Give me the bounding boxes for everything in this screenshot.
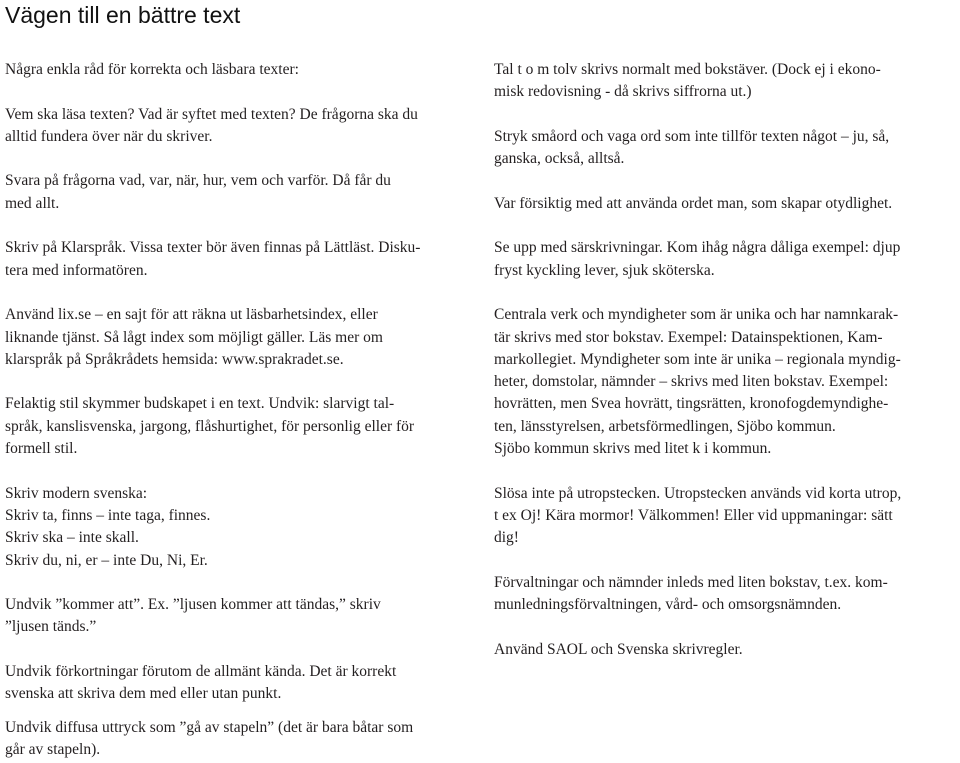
text-line: Var försiktig med att använda ordet man, som skapar otydlighet.	[494, 194, 893, 212]
page-title: Vägen till en bättre text	[5, 2, 241, 28]
paragraph	[5, 661, 475, 706]
paragraph	[5, 483, 475, 572]
paragraph	[5, 717, 475, 762]
text-line: Se upp med särskrivningar. Kom ihåg några dåliga exempel: djup	[494, 239, 901, 257]
paragraph	[494, 237, 956, 282]
text-line: formell stil.	[5, 440, 78, 458]
text-line: dig!	[494, 529, 519, 547]
paragraph	[5, 104, 475, 149]
paragraph	[494, 304, 956, 460]
text-line: Slösa inte på utropstecken. Utropstecken används vid korta utrop,	[494, 484, 902, 502]
text-line: Undvik förkortningar förutom de allmänt kända. Det är korrekt	[5, 663, 397, 681]
text-line: språk, kanslisvenska, jargong, flåshurtighet, för personlig eller för	[5, 417, 415, 435]
text-line: Centrala verk och myndigheter som är unika och har namnkarak-	[494, 306, 899, 324]
text-line: klarspråk på Språkrådets hemsida: www.sprakradet.se.	[5, 350, 344, 368]
text-line: Använd lix.se – en sajt för att räkna ut läsbarhetsindex, eller	[5, 306, 378, 324]
text-line: ganska, också, alltså.	[494, 150, 625, 168]
text-line: Skriv modern svenska:	[5, 484, 148, 502]
text-line: med allt.	[5, 194, 60, 212]
text-line: liknande tjänst. Så lågt index som möjligt gäller. Läs mer om	[5, 328, 383, 346]
text-line: tär skrivs med stor bokstav. Exempel: Datainspektionen, Kam-	[494, 328, 883, 346]
text-line: Tal t o m tolv skrivs normalt med bokstäver. (Dock ej i ekono-	[494, 61, 881, 78]
text-line: heter, domstolar, nämnder – skrivs med liten bokstav. Exempel:	[494, 373, 889, 391]
text-line: misk redovisning - då skrivs siffrorna ut.)	[494, 83, 752, 101]
text-line: ”ljusen tänds.”	[5, 618, 97, 636]
text-line: Undvik diffusa uttryck som ”gå av stapeln” (det är bara båtar som	[5, 719, 414, 736]
paragraph	[5, 59, 475, 81]
paragraph	[5, 237, 475, 282]
text-line: Skriv ta, finns – inte taga, finnes.	[5, 506, 211, 524]
text-line: Vem ska läsa texten? Vad är syftet med texten? De frågorna ska du	[5, 105, 418, 123]
paragraph	[494, 639, 956, 661]
right-column	[494, 59, 956, 683]
text-line: Stryk småord och vaga ord som inte tillför texten något – ju, så,	[494, 127, 890, 145]
text-line: hovrätten, men Svea hovrätt, tingsrätten, kronofogdemyndighe-	[494, 395, 889, 413]
text-line: ten, länsstyrelsen, arbetsförmedlingen, Sjöbo kommun.	[494, 417, 836, 435]
text-line: Svara på frågorna vad, var, när, hur, vem och varför. Då får du	[5, 172, 391, 190]
text-line: tera med informatören.	[5, 261, 148, 279]
paragraph	[5, 170, 475, 215]
text-line: markollegiet. Myndigheter som inte är unika – regionala myndig-	[494, 350, 901, 368]
text-line: fryst kyckling lever, sjuk sköterska.	[494, 261, 715, 279]
text-line: Sjöbo kommun skrivs med litet k i kommun.	[494, 440, 772, 458]
paragraph	[5, 393, 475, 460]
paragraph	[494, 193, 956, 215]
paragraph	[494, 59, 956, 104]
text-line: Skriv du, ni, er – inte Du, Ni, Er.	[5, 551, 208, 569]
text-line: alltid fundera över när du skriver.	[5, 127, 213, 145]
left-column	[5, 59, 475, 728]
paragraph	[494, 572, 956, 617]
text-line: t ex Oj! Kära mormor! Välkommen! Eller vid uppmaningar: sätt	[494, 506, 893, 524]
text-line: Använd SAOL och Svenska skrivregler.	[494, 640, 743, 658]
text-line: Undvik ”kommer att”. Ex. ”ljusen kommer att tändas,” skriv	[5, 596, 381, 614]
text-line: Felaktig stil skymmer budskapet i en text. Undvik: slarvigt tal-	[5, 395, 395, 413]
text-line: svenska att skriva dem med eller utan punkt.	[5, 685, 282, 703]
paragraph	[494, 483, 956, 550]
paragraph	[5, 304, 475, 371]
text-line: Några enkla råd för korrekta och läsbara texter:	[5, 61, 299, 78]
text-line: Förvaltningar och nämnder inleds med liten bokstav, t.ex. kom-	[494, 573, 888, 591]
text-line: Skriv ska – inte skall.	[5, 529, 139, 547]
text-line: går av stapeln).	[5, 741, 101, 759]
text-line: Skriv på Klarspråk. Vissa texter bör även finnas på Lättläst. Disku-	[5, 239, 421, 257]
text-line: munledningsförvaltningen, vård- och omsorgsnämnden.	[494, 596, 842, 614]
paragraph	[494, 126, 956, 171]
paragraph	[5, 594, 475, 639]
